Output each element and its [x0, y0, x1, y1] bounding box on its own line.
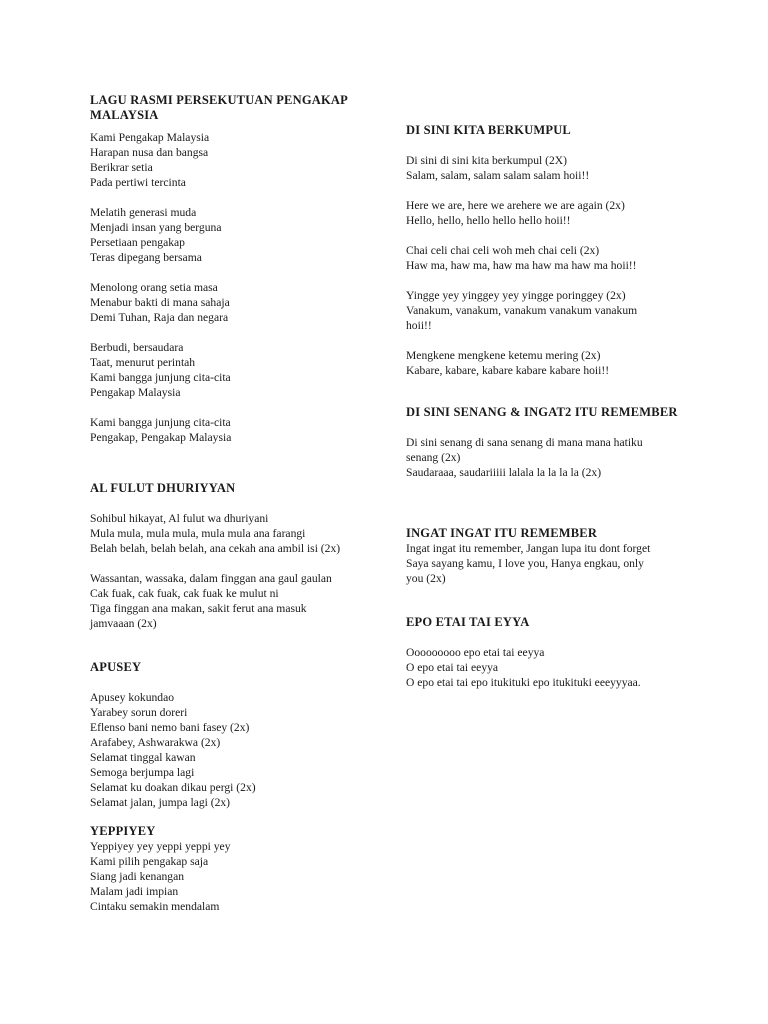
lyric-line: Saya sayang kamu, I love you, Hanya engkau, only	[406, 557, 644, 570]
lyric-line: Mengkene mengkene ketemu mering (2x)	[406, 349, 601, 362]
song-lyrics	[406, 541, 706, 586]
lyric-line: Semoga berjumpa lagi	[90, 766, 195, 779]
lyric-line: Kami bangga junjung cita-cita	[90, 416, 231, 429]
lyric-line: Saudaraaa, saudariiiii lalala la la la la (2x)	[406, 466, 602, 479]
lyric-line: Teras dipegang bersama	[90, 251, 202, 264]
lyric-line: Belah belah, belah belah, ana cekah ana ambil isi (2x)	[90, 542, 341, 555]
lyric-line: Arafabey, Ashwarakwa (2x)	[90, 736, 221, 749]
lyric-line: Malam jadi impian	[90, 885, 179, 898]
lyric-line: Kami Pengakap Malaysia	[90, 131, 210, 144]
lyric-line: Di sini senang di sana senang di mana mana hatiku	[406, 436, 643, 449]
lyric-stanza	[90, 415, 390, 445]
lyric-line: Persetiaan pengakap	[90, 236, 185, 249]
lyric-stanza	[406, 541, 706, 586]
lyric-stanza	[406, 435, 706, 480]
lyric-line: Berbudi, bersaudara	[90, 341, 184, 354]
song-ingat-ingat	[406, 526, 706, 586]
lyric-line: Menolong orang setia masa	[90, 281, 218, 294]
lyric-line: Berikrar setia	[90, 161, 153, 174]
song-lagu-rasmi	[90, 93, 390, 445]
lyric-line: Wassantan, wassaka, dalam finggan ana gaul gaulan	[90, 572, 332, 585]
lyric-stanza	[406, 645, 706, 690]
song-title: DI SINI SENANG & INGAT2 ITU REMEMBER	[406, 405, 678, 419]
lyric-stanza	[90, 280, 390, 325]
lyric-line: O epo etai tai epo itukituki epo itukituki eeeyyyaa.	[406, 676, 641, 689]
lyric-line: Ooooooooo epo etai tai eeyya	[406, 646, 545, 659]
lyric-line: Yingge yey yinggey yey yingge poringgey (2x)	[406, 289, 626, 302]
lyric-stanza	[406, 348, 706, 378]
lyric-line: Pengakap Malaysia	[90, 386, 181, 399]
lyric-stanza	[90, 511, 390, 556]
lyric-stanza	[90, 340, 390, 400]
lyric-line: Selamat tinggal kawan	[90, 751, 196, 764]
lyric-line: Tiga finggan ana makan, sakit ferut ana masuk	[90, 602, 307, 615]
lyric-stanza	[406, 153, 706, 183]
song-lyrics	[90, 690, 390, 810]
song-title: YEPPIYEY	[90, 824, 156, 838]
song-apusey	[90, 660, 390, 810]
lyric-line: Siang jadi kenangan	[90, 870, 185, 883]
song-lyrics	[90, 130, 390, 445]
lyric-line: Apusey kokundao	[90, 691, 175, 704]
lyric-line: Pada pertiwi tercinta	[90, 176, 186, 189]
lyric-line: Cak fuak, cak fuak, cak fuak ke mulut ni	[90, 587, 279, 600]
song-lyrics	[406, 153, 706, 378]
lyric-line: Cintaku semakin mendalam	[90, 900, 220, 913]
lyric-line: Chai celi chai celi woh meh chai celi (2x)	[406, 244, 600, 257]
lyric-line: Menabur bakti di mana sahaja	[90, 296, 230, 309]
lyric-line: Kami pilih pengakap saja	[90, 855, 209, 868]
lyric-line: Sohibul hikayat, Al fulut wa dhuriyani	[90, 512, 269, 525]
lyric-line: Pengakap, Pengakap Malaysia	[90, 431, 232, 444]
lyric-line: Menjadi insan yang berguna	[90, 221, 222, 234]
lyric-line: Demi Tuhan, Raja dan negara	[90, 311, 229, 324]
lyric-line: Hello, hello, hello hello hello hoii!!	[406, 214, 571, 227]
lyric-line: Salam, salam, salam salam salam hoii!!	[406, 169, 590, 182]
lyric-line: Yeppiyey yey yeppi yeppi yey	[90, 840, 231, 853]
lyric-stanza	[90, 571, 390, 631]
lyric-line: you (2x)	[406, 572, 446, 585]
song-lyrics	[406, 435, 706, 480]
song-di-sini-senang	[406, 405, 706, 480]
song-title: APUSEY	[90, 660, 142, 674]
lyric-line: jamvaaan (2x)	[90, 617, 157, 630]
lyric-line: Kabare, kabare, kabare kabare kabare hoii!!	[406, 364, 610, 377]
lyric-stanza	[90, 205, 390, 265]
lyric-line: hoii!!	[406, 319, 432, 332]
lyric-stanza	[90, 690, 390, 810]
song-yeppiyey	[90, 824, 390, 914]
song-title: EPO ETAI TAI EYYA	[406, 615, 530, 629]
song-title: DI SINI KITA BERKUMPUL	[406, 123, 571, 137]
song-lyrics	[90, 511, 390, 631]
lyric-line: Kami bangga junjung cita-cita	[90, 371, 231, 384]
lyric-line: Mula mula, mula mula, mula mula ana farangi	[90, 527, 306, 540]
song-lyrics	[406, 645, 706, 690]
lyric-line: Di sini di sini kita berkumpul (2X)	[406, 154, 568, 167]
lyric-line: Selamat ku doakan dikau pergi (2x)	[90, 781, 256, 794]
lyric-line: Eflenso bani nemo bani fasey (2x)	[90, 721, 250, 734]
song-title: INGAT INGAT ITU REMEMBER	[406, 526, 598, 540]
lyric-line: Yarabey sorun doreri	[90, 706, 188, 719]
song-lyrics	[90, 839, 390, 914]
lyric-stanza	[406, 198, 706, 228]
song-title: AL FULUT DHURIYYAN	[90, 481, 236, 495]
lyric-line: Ingat ingat itu remember, Jangan lupa itu dont forget	[406, 542, 651, 555]
lyric-stanza	[90, 839, 390, 914]
lyric-line: O epo etai tai eeyya	[406, 661, 499, 674]
lyric-line: Melatih generasi muda	[90, 206, 197, 219]
song-title: LAGU RASMI PERSEKUTUAN PENGAKAP MALAYSIA	[90, 93, 348, 122]
lyric-line: Haw ma, haw ma, haw ma haw ma haw ma hoii!!	[406, 259, 637, 272]
lyric-line: Here we are, here we arehere we are again (2x)	[406, 199, 625, 212]
song-epo-etai	[406, 615, 706, 690]
lyric-line: Vanakum, vanakum, vanakum vanakum vanakum	[406, 304, 638, 317]
lyric-line: Selamat jalan, jumpa lagi (2x)	[90, 796, 231, 809]
song-al-fulut	[90, 481, 390, 631]
song-di-sini-kita	[406, 123, 706, 378]
lyric-stanza	[90, 130, 390, 190]
lyric-line: Harapan nusa dan bangsa	[90, 146, 209, 159]
lyric-stanza	[406, 288, 706, 333]
lyric-line: Taat, menurut perintah	[90, 356, 196, 369]
lyric-line: senang (2x)	[406, 451, 461, 464]
lyric-stanza	[406, 243, 706, 273]
